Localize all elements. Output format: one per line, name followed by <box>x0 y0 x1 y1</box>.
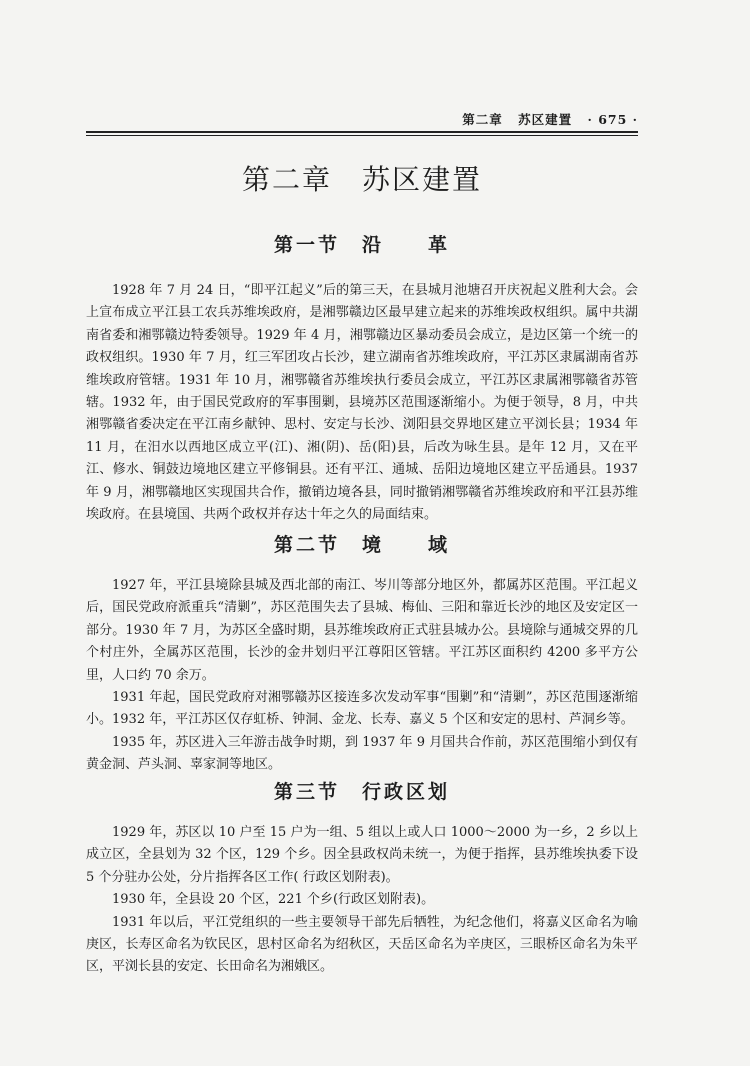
paragraph: 1928 年 7 月 24 日，“即平江起义”后的第三天，在县城月池塘召开庆祝起义胜利大会。会上宣布成立平江县工农兵苏维埃政府，是湘鄂赣边区最早建立起来的苏维埃政权组织。属中共湖南省委和湘鄂赣边特委领导。1929 年 4 月，湘鄂赣边区暴动委员会成立，是边区第一个统一的政权组织。1930 年 7 月，红三军团攻占长沙，建立湖南省苏维埃政府，平江苏区隶属湖南省苏维埃政府管辖。1931 年 10 月，湘鄂赣省苏维埃执行委员会成立，平江苏区隶属湘鄂赣省苏管辖。1932 年，由于国民党政府的军事围剿，县境苏区范围逐渐缩小。为便于领导，8 月，中共湘鄂赣省委决定在平江南乡献钟、思村、安定与长沙、浏阳县交界地区建立平浏长县；1934 年 11 月，在汨水以西地区成立平(江)、湘(阴)、岳(阳)县，后改为咏生县。是年 12 月，又在平江、修水、铜鼓边境地区建立平修铜县。还有平江、通城、岳阳边境地区建立平岳通县。1937 年 9 月，湘鄂赣地区实现国共合作，撤销边境各县，同时撤销湘鄂赣省苏维埃政府和平江县苏维埃政府。在县境国、共两个政权并存达十年之久的局面结束。 <box>86 283 638 523</box>
section-title-territory: 第二节 境 域 <box>273 534 450 556</box>
section-body-history <box>86 280 638 526</box>
section-body-territory <box>86 575 638 777</box>
chapter-title: 第二章 苏区建置 <box>241 163 482 196</box>
running-head-title: 苏区建置 <box>518 112 573 127</box>
section-title-history: 第一节 沿 革 <box>273 234 450 256</box>
paragraph: 1930 年，全县设 20 个区，221 个乡(行政区划附表)。 <box>112 892 435 908</box>
section-title-divisions: 第三节 行政区划 <box>273 781 450 803</box>
paragraph: 1929 年，苏区以 10 户至 15 户为一组、5 组以上或人口 1000～2000 为一乡，2 乡以上成立区，全县划为 32 个区，129 个乡。因全县政权尚未统一，为便于指挥，县苏维埃执委下设 5 个分驻办公处，分片指挥各区工作( 行政区划附表)。 <box>86 825 638 885</box>
header-rule <box>86 131 638 136</box>
paragraph: 1935 年，苏区进入三年游击战争时期，到 1937 年 9 月国共合作前，苏区范围缩小到仅有黄金洞、芦头洞、辜家洞等地区。 <box>86 734 638 773</box>
paragraph: 1931 年以后，平江党组织的一些主要领导干部先后牺牲，为纪念他们，将嘉义区命名为喻庚区，长寿区命名为钦民区，思村区命名为绍秋区，天岳区命名为辛庚区，三眼桥区命名为朱平区，平浏长县的安定、长田命名为湘娥区。 <box>86 914 638 975</box>
paragraph: 1931 年起，国民党政府对湘鄂赣苏区接连多次发动军事“围剿”和“清剿”，苏区范围逐渐缩小。1932 年，平江苏区仅存虹桥、钟洞、金龙、长寿、嘉义 5 个区和安定的思村、芦洞乡等。 <box>86 690 638 728</box>
page-number: · 675 · <box>587 112 638 127</box>
running-head <box>86 110 638 128</box>
running-head-chapter: 第二章 <box>462 112 503 127</box>
paragraph: 1927 年，平江县境除县城及西北部的南江、岑川等部分地区外，都属苏区范围。平江起义后，国民党政府派重兵“清剿”，苏区范围失去了县城、梅仙、三阳和靠近长沙的地区及安定区一部分。1930 年 7 月，为苏区全盛时期，县苏维埃政府正式驻县城办公。县境除与通城交界的几个村庄外，全属苏区范围，长沙的金井划归平江尊阳区管辖。平江苏区面积约 4200 多平方公里，人口约 70 余万。 <box>86 578 638 683</box>
section-body-divisions <box>86 822 638 979</box>
